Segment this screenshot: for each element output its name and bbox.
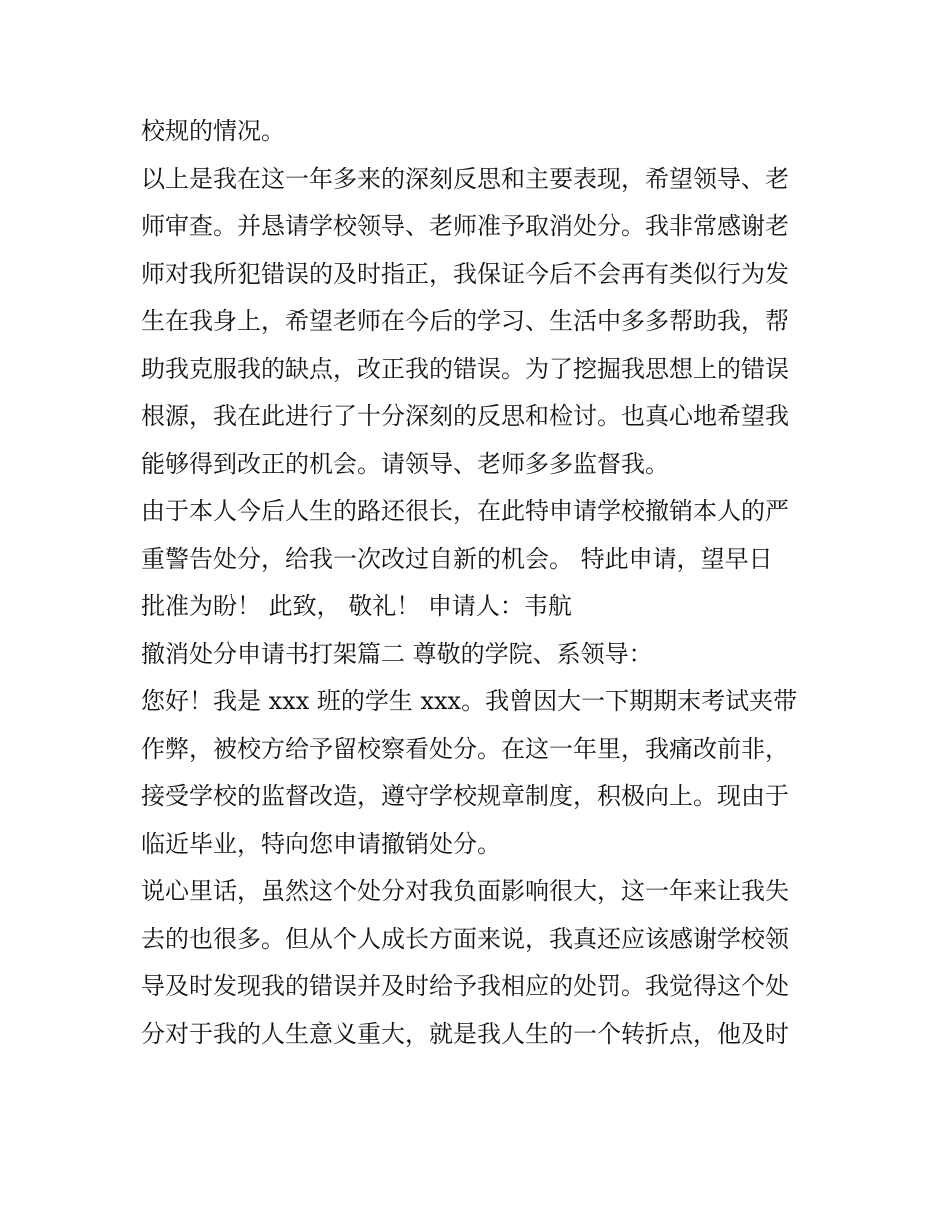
text-line: 临近毕业，特向您申请撤销处分。 bbox=[141, 829, 501, 858]
document-body bbox=[141, 108, 821, 1058]
text-line: 分对于我的人生意义重大，就是我人生的一个转折点，他及时 bbox=[141, 1019, 789, 1048]
text-line: 师对我所犯错误的及时指正，我保证今后不会再有类似行为发 bbox=[141, 259, 789, 288]
text-line: 去的也很多。但从个人成长方面来说，我真还应该感谢学校领 bbox=[141, 924, 789, 953]
text-line: 师审查。并恳请学校领导、老师准予取消处分。我非常感谢老 bbox=[141, 212, 789, 240]
section-heading-line: 撤消处分申请书打架篇二 尊敬的学院、系领导： bbox=[141, 639, 653, 668]
text-line: 根源，我在此进行了十分深刻的反思和检讨。也真心地希望我 bbox=[141, 402, 789, 430]
text-line: 您好！我是 xxx 班的学生 xxx。我曾因大一下期期末考试夹带 bbox=[141, 687, 798, 715]
text-line: 导及时发现我的错误并及时给予我相应的处罚。我觉得这个处 bbox=[141, 972, 789, 1000]
text-line: 重警告处分，给我一次改过自新的机会。 特此申请，望早日 bbox=[141, 544, 773, 573]
text-line: 作弊，被校方给予留校察看处分。在这一年里，我痛改前非， bbox=[141, 734, 789, 763]
text-line: 助我克服我的缺点，改正我的错误。为了挖掘我思想上的错误 bbox=[141, 354, 789, 383]
text-line: 校规的情况。 bbox=[141, 117, 285, 145]
text-line: 能够得到改正的机会。请领导、老师多多监督我。 bbox=[141, 449, 669, 478]
text-line: 批准为盼！ 此致， 敬礼！ 申请人：韦航 bbox=[141, 592, 572, 620]
text-line: 接受学校的监督改造，遵守学校规章制度，积极向上。现由于 bbox=[141, 782, 789, 810]
text-line: 生在我身上，希望老师在今后的学习、生活中多多帮助我，帮 bbox=[141, 307, 789, 335]
text-line: 说心里话，虽然这个处分对我负面影响很大，这一年来让我失 bbox=[141, 877, 789, 905]
text-line: 由于本人今后人生的路还很长，在此特申请学校撤销本人的严 bbox=[141, 497, 789, 525]
text-line: 以上是我在这一年多来的深刻反思和主要表现，希望领导、老 bbox=[141, 164, 789, 193]
